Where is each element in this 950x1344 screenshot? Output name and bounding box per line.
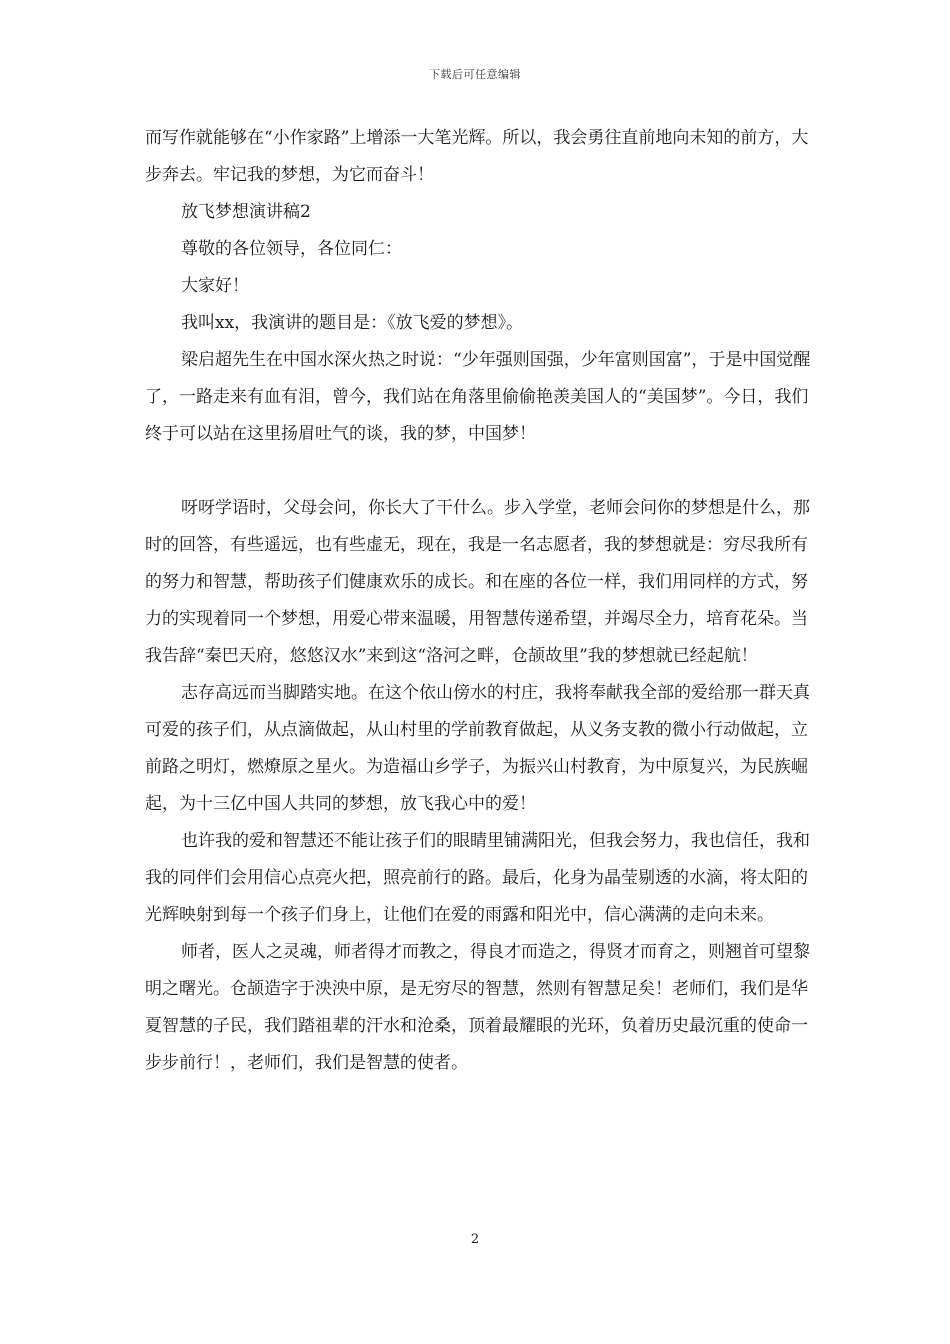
paragraph: 呀呀学语时，父母会问，你长大了干什么。步入学堂，老师会问你的梦想是什么，那时的回答，有些遥远，也有些虚无，现在，我是一名志愿者，我的梦想就是：穷尽我所有的努力和智慧，帮助孩子们健康欢乐的成长。和在座的各位一样，我们用同样的方式，努力的实现着同一个梦想，用爱心带来温暖，用智慧传递希望，并竭尽全力，培育花朵。当我告辞“秦巴天府，悠悠汉水”来到这“洛河之畔，仓颉故里”我的梦想就已经起航！: [145, 498, 810, 666]
greeting: 大家好！: [181, 276, 249, 296]
section-title: 放飞梦想演讲稿2: [181, 202, 311, 222]
paragraph: 师者，医人之灵魂，师者得才而教之，得良才而造之，得贤才而育之，则翘首可望黎明之曙光。仓颉造字于泱泱中原，是无穷尽的智慧，然则有智慧足矣！老师们，我们是华夏智慧的子民，我们踏祖辈的汗水和沧桑，顶着最耀眼的光环，负着历史最沉重的使命一步步前行！，老师们，我们是智慧的使者。: [145, 942, 810, 1073]
header-note: 下载后可任意编辑: [429, 68, 521, 81]
paragraph: 梁启超先生在中国水深火热之时说：“少年强则国强，少年富则国富”，于是中国觉醒了，一路走来有血有泪，曾今，我们站在角落里偷偷艳羡美国人的“美国梦”。今日，我们终于可以站在这里扬眉吐气的谈，我的梦，中国梦！: [145, 350, 811, 444]
page-number: 2: [470, 1232, 480, 1247]
paragraph: 志存高远而当脚踏实地。在这个依山傍水的村庄，我将奉献我全部的爱给那一群天真可爱的孩子们，从点滴做起，从山村里的学前教育做起，从义务支教的微小行动做起，立前路之明灯，燃燎原之星火。为造福山乡学子，为振兴山村教育，为中原复兴，为民族崛起，为十三亿中国人共同的梦想，放飞我心中的爱！: [145, 683, 810, 814]
speech-intro: 我叫xx，我演讲的题目是：《放飞爱的梦想》。: [181, 313, 524, 333]
paragraph-continuation: 而写作就能够在“小作家路”上增添一大笔光辉。所以，我会勇往直前地向未知的前方，大步奔去。牢记我的梦想，为它而奋斗！: [145, 128, 809, 185]
document-body: [145, 120, 815, 1082]
salutation: 尊敬的各位领导，各位同仁：: [181, 239, 402, 259]
paragraph: 也许我的爱和智慧还不能让孩子们的眼睛里铺满阳光，但我会努力，我也信任，我和我的同伴们会用信心点亮火把，照亮前行的路。最后，化身为晶莹剔透的水滴，将太阳的光辉映射到每一个孩子们身上，让他们在爱的雨露和阳光中，信心满满的走向未来。: [145, 831, 810, 925]
blank-line: [145, 453, 815, 490]
